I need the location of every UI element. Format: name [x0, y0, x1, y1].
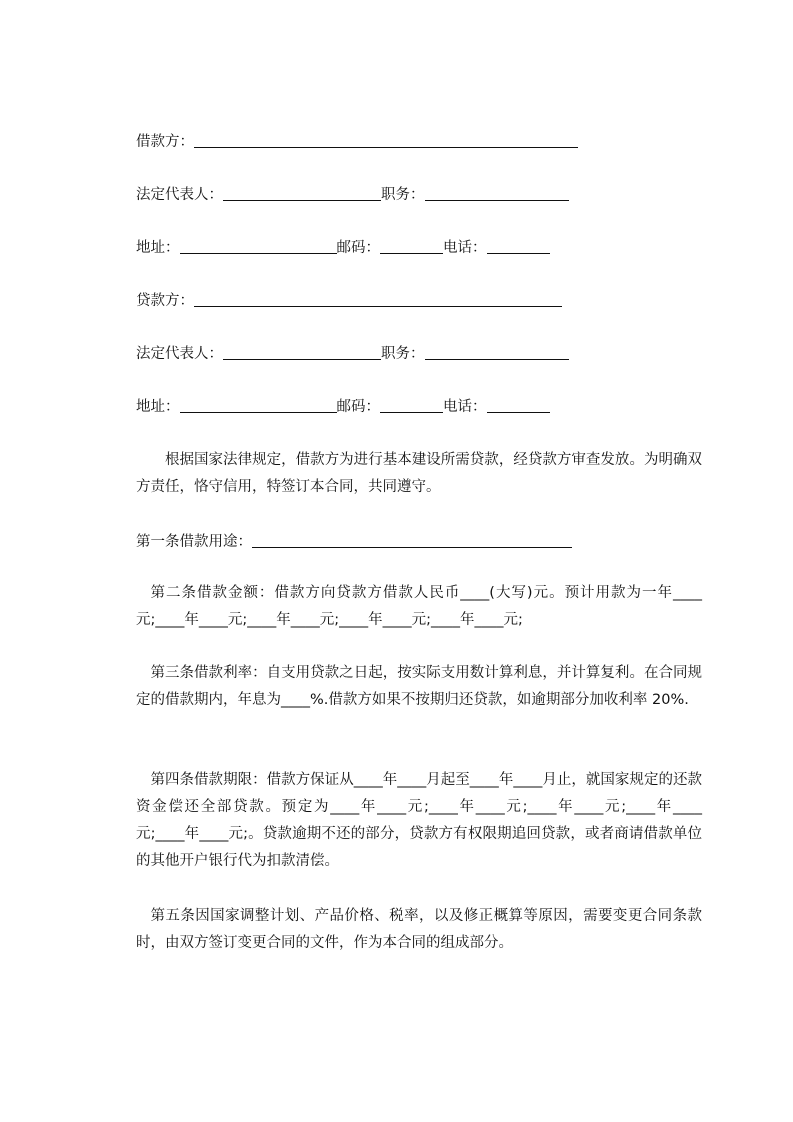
article-3-paragraph: 第三条借款利率：自支用贷款之日起，按实际支用数计算利息，并计算复利。在合同规定的借款期内，年息为____%.借款方如果不按期归还贷款，如逾期部分加收利率 20%. — [136, 665, 702, 708]
address-blank — [180, 398, 337, 413]
article-5-paragraph: 第五条因国家调整计划、产品价格、税率，以及修正概算等原因，需要变更合同条款时，由双方签订变更合同的文件，作为本合同的组成部分。 — [136, 908, 702, 951]
lender-label: 贷款方： — [136, 293, 194, 309]
lender-row — [136, 291, 562, 311]
borrower-legal-rep-row — [136, 185, 569, 205]
article-4-paragraph: 第四条借款期限：借款方保证从____年____月起至____年____月止，就国家规定的还款资金偿还全部贷款。预定为____年____元;____年____元;____年____元;____年____元;____年____元;。贷款逾期不还的部分，贷款方有权限期追回贷款，或者商请借款单位的其他开户银行代为扣款清偿。 — [136, 772, 702, 869]
article-1-blank — [252, 533, 572, 548]
position-blank — [425, 186, 569, 201]
phone-blank — [487, 239, 550, 254]
legal-rep-label: 法定代表人： — [136, 187, 223, 203]
postcode-blank — [380, 239, 443, 254]
address-blank — [180, 239, 337, 254]
phone-blank — [487, 398, 550, 413]
lender-blank — [194, 292, 562, 307]
postcode-label: 邮码： — [336, 240, 380, 256]
lender-address-row — [136, 397, 550, 417]
address-label: 地址： — [136, 240, 180, 256]
position-label: 职务： — [381, 346, 425, 362]
borrower-label: 借款方： — [136, 134, 194, 150]
legal-rep-blank — [223, 186, 381, 201]
article-1-row — [136, 532, 572, 552]
position-blank — [425, 345, 569, 360]
position-label: 职务： — [381, 187, 425, 203]
intro-paragraph: 根据国家法律规定，借款方为进行基本建设所需贷款，经贷款方审查发放。为明确双方责任，恪守信用，特签订本合同，共同遵守。 — [136, 452, 702, 495]
phone-label: 电话： — [443, 240, 487, 256]
borrower-blank — [194, 133, 578, 148]
borrower-row — [136, 132, 578, 152]
legal-rep-label: 法定代表人： — [136, 346, 223, 362]
article-2-paragraph: 第二条借款金额：借款方向贷款方借款人民币____(大写)元。预计用款为一年____元;____年____元;____年____元;____年____元;____年____元; — [136, 585, 702, 628]
postcode-label: 邮码： — [336, 399, 380, 415]
legal-rep-blank — [223, 345, 381, 360]
phone-label: 电话： — [443, 399, 487, 415]
postcode-blank — [380, 398, 443, 413]
borrower-address-row — [136, 238, 550, 258]
address-label: 地址： — [136, 399, 180, 415]
lender-legal-rep-row — [136, 344, 569, 364]
article-1-label: 第一条借款用途： — [136, 534, 252, 550]
